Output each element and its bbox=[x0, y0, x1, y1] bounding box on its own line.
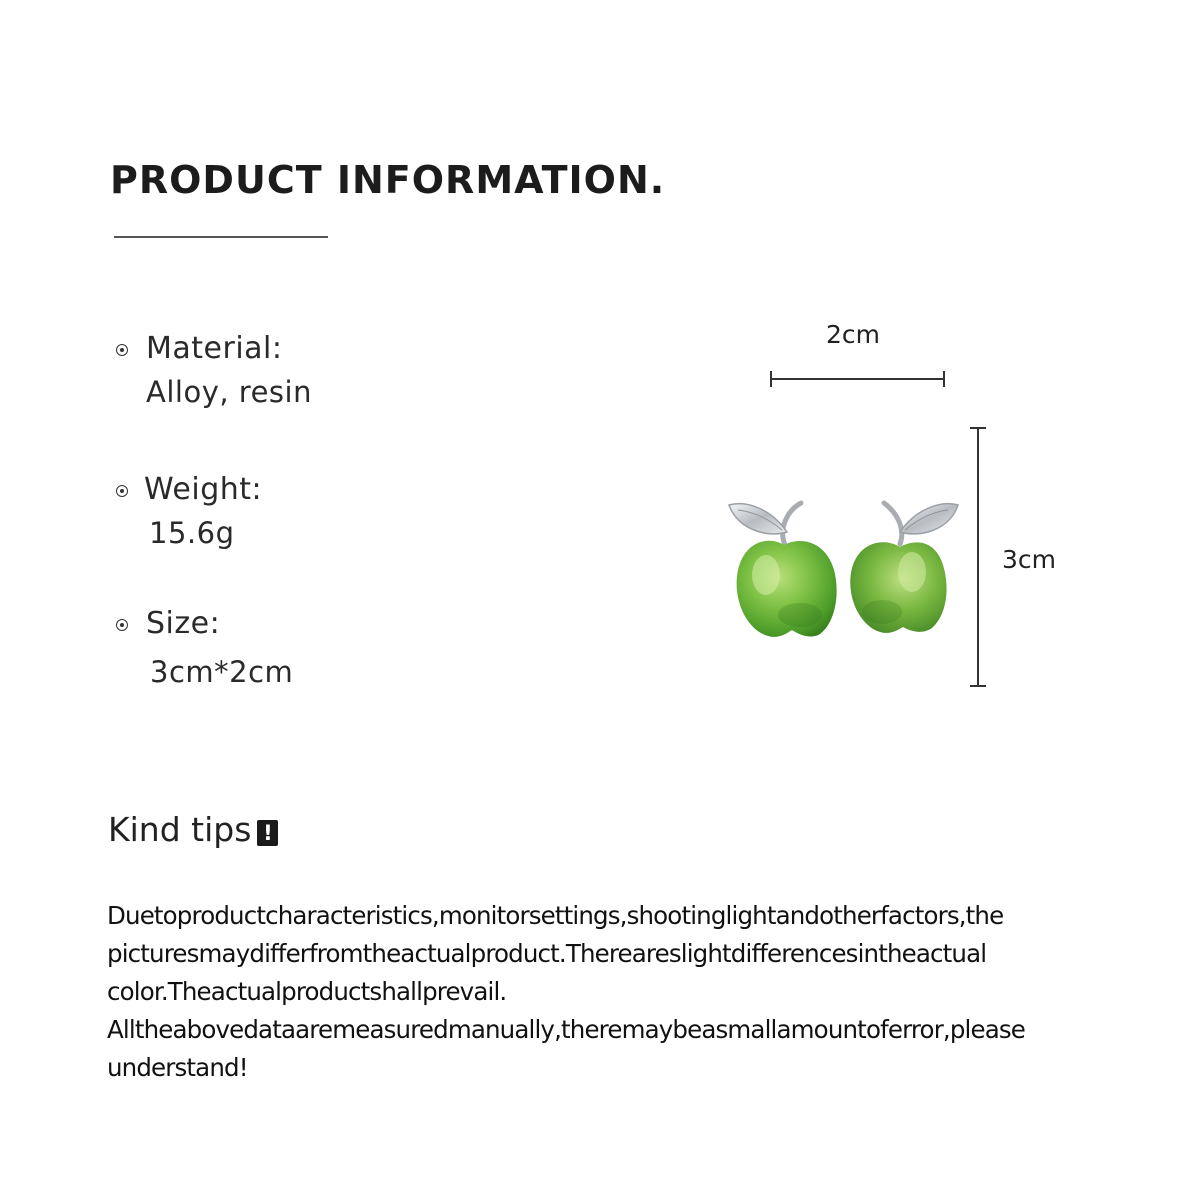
exclamation-icon: ! bbox=[257, 820, 278, 846]
spec-size-value: 3cm*2cm bbox=[150, 655, 294, 689]
width-dimension-line bbox=[771, 371, 944, 387]
width-dimension-label: 2cm bbox=[826, 320, 881, 349]
tips-line: Duetoproductcharacteristics,monitorsettings,shootinglightandotherfactors,the bbox=[107, 901, 1004, 930]
spec-weight-value: 15.6g bbox=[149, 516, 235, 550]
spec-weight-label: Weight: bbox=[144, 472, 263, 507]
kind-tips-text bbox=[107, 897, 1082, 1087]
apple-earring-right bbox=[850, 503, 958, 633]
tips-line: picturesmaydifferfromtheactualproduct.Thereareslightdifferencesintheactual bbox=[107, 939, 987, 968]
tips-line: Alltheabovedataaremeasuredmanually,theremaybeasmallamountoferror,please bbox=[107, 1015, 1026, 1044]
tips-line: understand! bbox=[107, 1053, 248, 1082]
kind-tips-title: Kind tips bbox=[108, 810, 252, 849]
height-dimension-line bbox=[970, 428, 986, 686]
page-title: PRODUCT INFORMATION. bbox=[110, 158, 666, 202]
apple-earring-left bbox=[729, 503, 837, 637]
kind-tips-heading bbox=[108, 810, 278, 849]
spec-material-label: Material: bbox=[146, 331, 283, 366]
spec-size-label: Size: bbox=[146, 606, 221, 641]
tips-line: color.Theactualproductshallprevail. bbox=[107, 977, 507, 1006]
spec-material-value: Alloy, resin bbox=[146, 375, 312, 409]
height-dimension-label: 3cm bbox=[1002, 545, 1057, 574]
